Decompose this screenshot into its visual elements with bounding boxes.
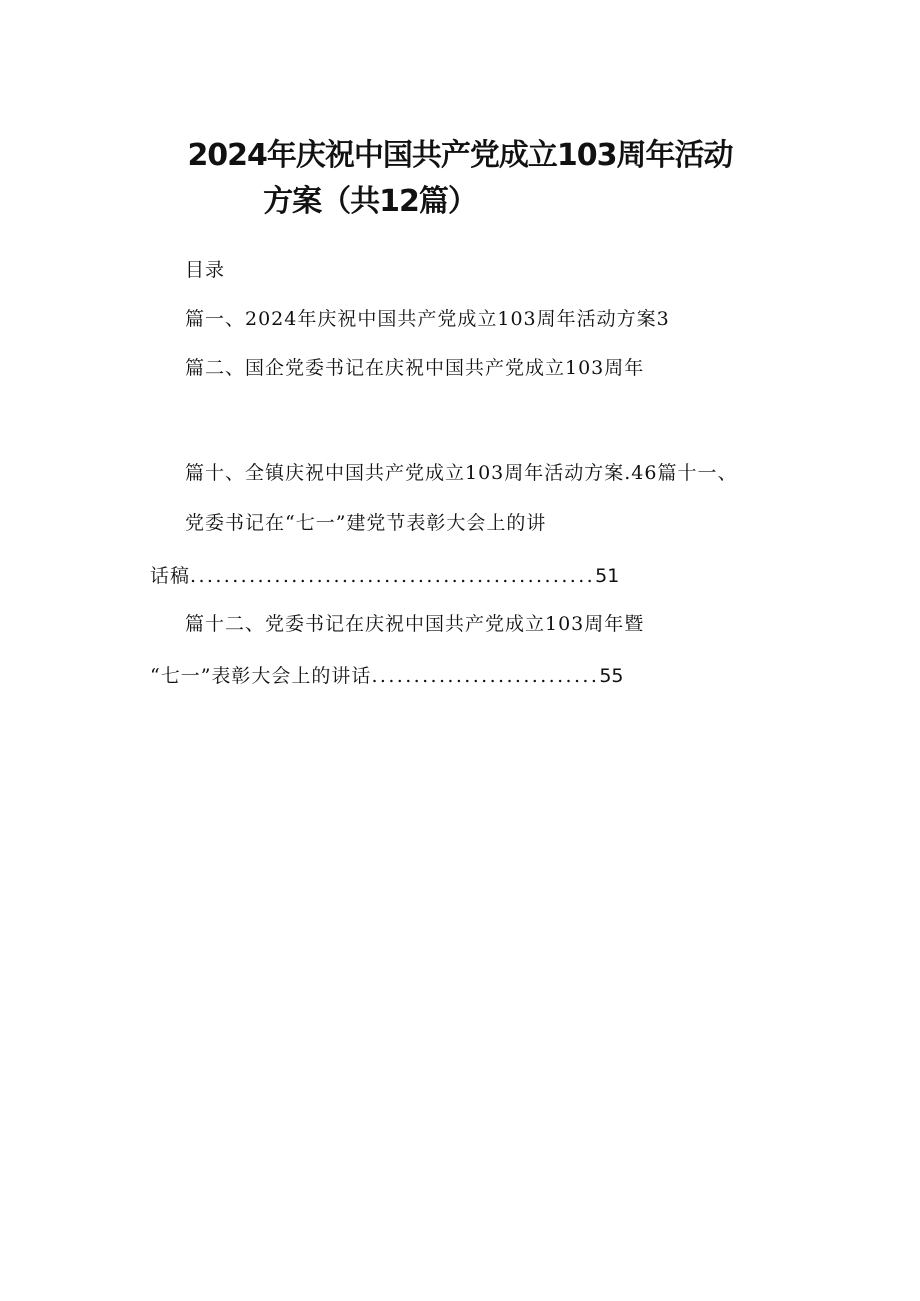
toc-page-number: 51 [595, 565, 620, 587]
toc-leader-dots: ........................... [371, 665, 600, 687]
toc-entry-12-label: “七一”表彰大会上的讲话 [150, 665, 372, 687]
document-title-line-2: 方案（共12篇） [263, 184, 477, 219]
toc-entry-1[interactable]: 篇一、2024年庆祝中国共产党成立103周年活动方案3 [185, 308, 670, 330]
toc-entry-11-line-2[interactable] [150, 562, 619, 590]
toc-entry-11-line-1[interactable]: 党委书记在“七一”建党节表彰大会上的讲 [185, 512, 547, 534]
document-title-line-1: 2024年庆祝中国共产党成立103周年活动 [187, 138, 733, 173]
toc-leader-dots: ................................................ [190, 565, 596, 587]
toc-entry-12-line-1[interactable]: 篇十二、党委书记在庆祝中国共产党成立103周年暨 [185, 613, 645, 635]
toc-entry-11-label: 话稿 [150, 565, 191, 587]
toc-entry-2[interactable]: 篇二、国企党委书记在庆祝中国共产党成立103周年 [185, 357, 645, 379]
toc-entry-12-line-2[interactable] [150, 662, 624, 690]
toc-heading: 目录 [185, 259, 226, 281]
toc-page-number: 55 [599, 665, 624, 687]
toc-entry-10[interactable]: 篇十、全镇庆祝中国共产党成立103周年活动方案.46篇十一、 [185, 462, 738, 484]
